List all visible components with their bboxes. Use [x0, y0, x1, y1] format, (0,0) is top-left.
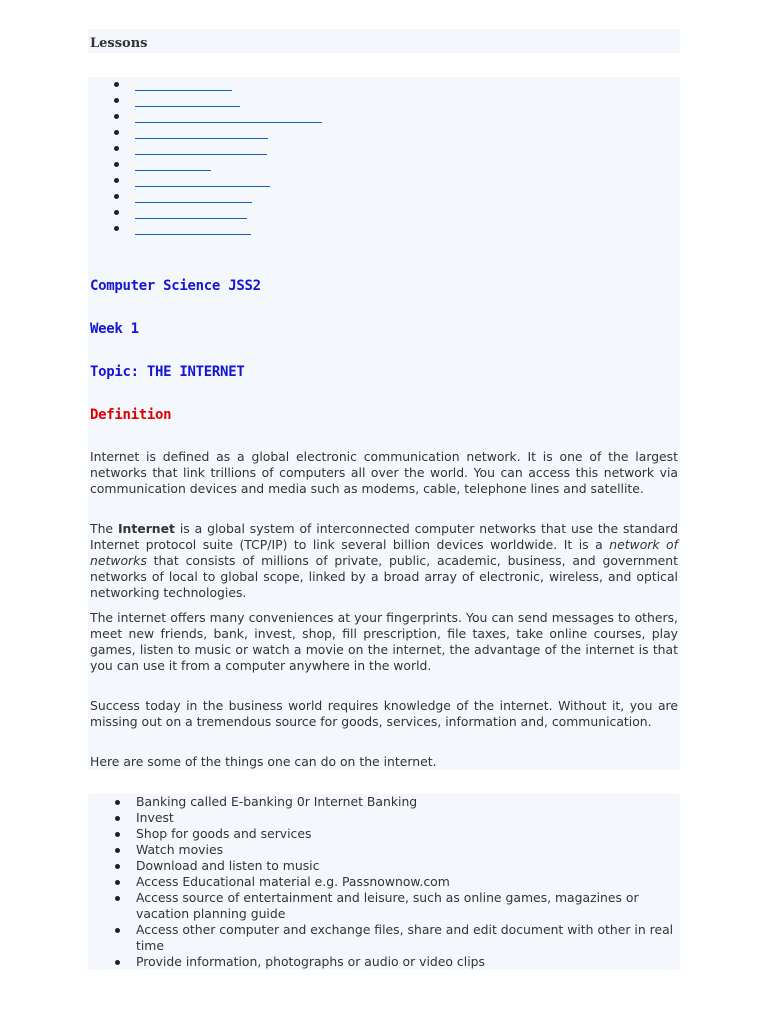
lesson-link-8[interactable]	[135, 202, 252, 203]
lesson-link-10[interactable]	[135, 234, 251, 235]
content-panel	[88, 237, 680, 770]
paragraph-internet-system: The Internet is a global system of interconnected computer networks that use the standard Internet protocol suite (TCP/IP) to link several billion devices worldwide. It is a network of networks that consists of millions of private, public, academic, business, and government networks of local to global scope, linked by a broad array of electronic, wireless, and optical networking technologies.	[90, 521, 678, 600]
internet-bold-term: Internet	[117, 521, 175, 536]
list-item: Shop for goods and services	[136, 826, 681, 842]
lesson-link-3[interactable]	[135, 122, 322, 123]
paragraph-definition: Internet is defined as a global electronic communication network. It is one of the largest networks that link trillions of computers all over the world. You can access this network via communication devices and media such as modems, cable, telephone lines and satellite.	[90, 449, 678, 496]
lesson-link-bullet	[114, 130, 119, 135]
lesson-link-2[interactable]	[135, 106, 240, 107]
subject-heading: Computer Science JSS2	[90, 278, 261, 294]
internet-uses-list	[136, 794, 681, 970]
lesson-link-bullet	[114, 114, 119, 119]
lesson-link-bullet	[114, 194, 119, 199]
lesson-link-bullet	[114, 162, 119, 167]
list-item: Invest	[136, 810, 681, 826]
week-heading: Week 1	[90, 321, 139, 337]
lesson-link-bullet	[114, 210, 119, 215]
lesson-link-7[interactable]	[135, 186, 270, 187]
paragraph-business: Success today in the business world requires knowledge of the internet. Without it, you are missing out on a tremendous source for goods, services, information and, communication.	[90, 698, 678, 729]
list-item: Watch movies	[136, 842, 681, 858]
list-item: Banking called E-banking 0r Internet Banking	[136, 794, 681, 810]
list-item: Provide information, photographs or audio or video clips	[136, 954, 681, 970]
lesson-link-6[interactable]	[135, 170, 211, 171]
lesson-link-bullet	[114, 98, 119, 103]
list-item: Access source of entertainment and leisure, such as online games, magazines or vacation planning guide	[136, 890, 681, 922]
list-item: Download and listen to music	[136, 858, 681, 874]
lesson-link-bullet	[114, 226, 119, 231]
paragraph-things-intro: Here are some of the things one can do on the internet.	[90, 754, 437, 769]
lesson-link-bullet	[114, 146, 119, 151]
lesson-link-4[interactable]	[135, 138, 268, 139]
paragraph-conveniences: The internet offers many conveniences at your fingerprints. You can send messages to others, meet new friends, bank, invest, shop, fill prescription, file taxes, take online courses, play games, listen to music or watch a movie on the internet, the advantage of the internet is that you can use it from a computer anywhere in the world.	[90, 610, 678, 673]
definition-heading: Definition	[90, 407, 172, 423]
lesson-link-1[interactable]	[135, 90, 232, 91]
lessons-links-panel	[88, 77, 680, 237]
list-item: Access other computer and exchange files, share and edit document with other in real time	[136, 922, 681, 954]
list-item: Access Educational material e.g. Passnownow.com	[136, 874, 681, 890]
network-of-networks-term: network of networks	[90, 537, 678, 568]
lesson-link-bullet	[114, 178, 119, 183]
topic-heading: Topic: THE INTERNET	[90, 364, 245, 380]
lessons-title: Lessons	[90, 36, 148, 51]
lesson-link-5[interactable]	[135, 154, 267, 155]
lesson-link-9[interactable]	[135, 218, 247, 219]
lesson-link-bullet	[114, 82, 119, 87]
lessons-header	[88, 29, 680, 53]
